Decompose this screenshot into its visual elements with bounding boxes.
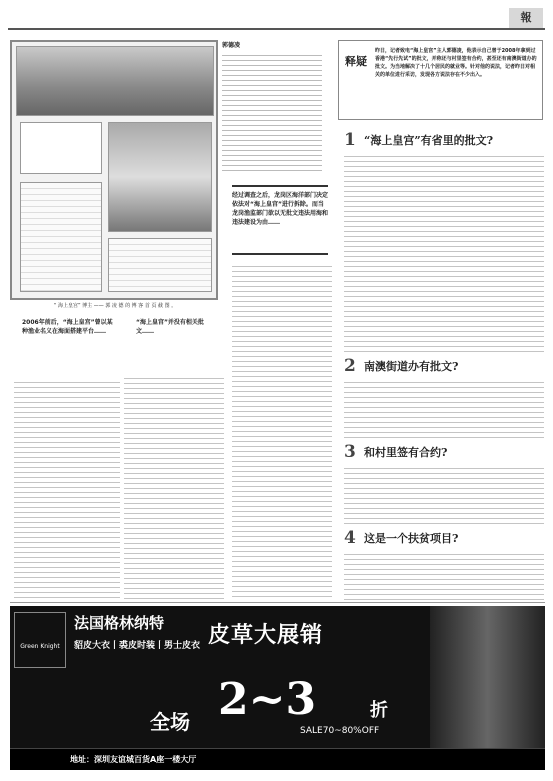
section-number: 1 — [344, 130, 356, 150]
section-1-heading — [344, 132, 493, 148]
masthead-logo: 報 — [509, 8, 543, 28]
blog-post-text — [108, 238, 212, 292]
bio-name: 郭德凌 — [222, 42, 241, 49]
ad-sale-english: SALE70~80%OFF — [300, 726, 380, 736]
section-2-body — [344, 378, 544, 440]
section-title: “海上皇宫”有省里的批文? — [364, 134, 494, 147]
ad-model-photo — [430, 606, 545, 748]
page-header — [8, 8, 545, 30]
ad-sale-number: 2~3 — [218, 674, 317, 725]
brand-name: 法国格林纳特 — [74, 614, 165, 632]
ad-headline: 皮草大展销 — [208, 622, 324, 648]
intro-text: 昨日，记者致电“海上皇宫”主人郭德凌，他表示自己曾于2008年拿到过香港“先行先试”的批文，并称还与村里签有合约，甚至还有南澳街道办的批文。为当地解决了十几个居民的就业等。针对他的说法，记者昨日对相关的单位进行采访，发现各方说法存在不少出入。 — [375, 48, 537, 78]
section-4-heading — [344, 530, 458, 546]
body-column-2 — [124, 374, 224, 600]
ad-address: 地址：深圳友谊城百货A座一楼大厅 — [10, 748, 545, 770]
middle-pull-quote: “海上皇宫”并没有相关批文…… — [136, 319, 204, 335]
body-column-1 — [14, 378, 120, 600]
ad-sale-label: 全场 — [150, 710, 190, 734]
section-number: 2 — [344, 356, 356, 376]
section-title: 南澳街道办有批文? — [364, 360, 459, 373]
advertisement — [10, 606, 545, 770]
section-title: 这是一个扶贫项目? — [364, 532, 459, 545]
brand-logo-box: Green Knight — [14, 612, 66, 668]
ad-divider — [10, 602, 545, 603]
section-2-heading — [344, 358, 458, 374]
ad-discount-suffix: 折 — [370, 700, 388, 721]
intro-tag: 释疑 — [345, 55, 367, 68]
photo-caption: “ 海上皇宫” 博主 —— 郭 凌 德 的 博 客 首 页 截 图 。 — [53, 303, 177, 309]
section-3-heading — [344, 444, 447, 460]
blog-sidebar-text — [20, 182, 102, 292]
body-column-3 — [232, 262, 332, 600]
section-title: 和村里签有合约? — [364, 446, 448, 459]
section-4-body — [344, 550, 544, 600]
boat-house-photo — [108, 122, 212, 232]
pull-quote-box — [232, 185, 328, 255]
ad-product-line: 貂皮大衣丨裘皮时装丨男士皮衣 — [74, 641, 201, 651]
section-3-body — [344, 464, 544, 526]
blog-screenshot — [10, 40, 218, 300]
bio-block — [222, 40, 322, 172]
left-pull-quote: 2006年前后，“海上皇宫”曾以某种渔业名义在海面搭建平台…… — [22, 319, 113, 335]
section-1-body — [344, 152, 544, 352]
blog-banner-photo — [16, 46, 214, 116]
blog-profile-box — [20, 122, 102, 174]
section-number: 3 — [344, 442, 356, 462]
pull-quote-text: 经过调查之后，龙岗区海洋部门决定依法对“海上皇宫”进行拆除。而当龙岗渔监部门欲以无批文违法用海和违法建设为由…… — [232, 192, 329, 226]
intro-box — [338, 40, 543, 120]
section-number: 4 — [344, 528, 356, 548]
bio-text-lines — [222, 51, 322, 175]
